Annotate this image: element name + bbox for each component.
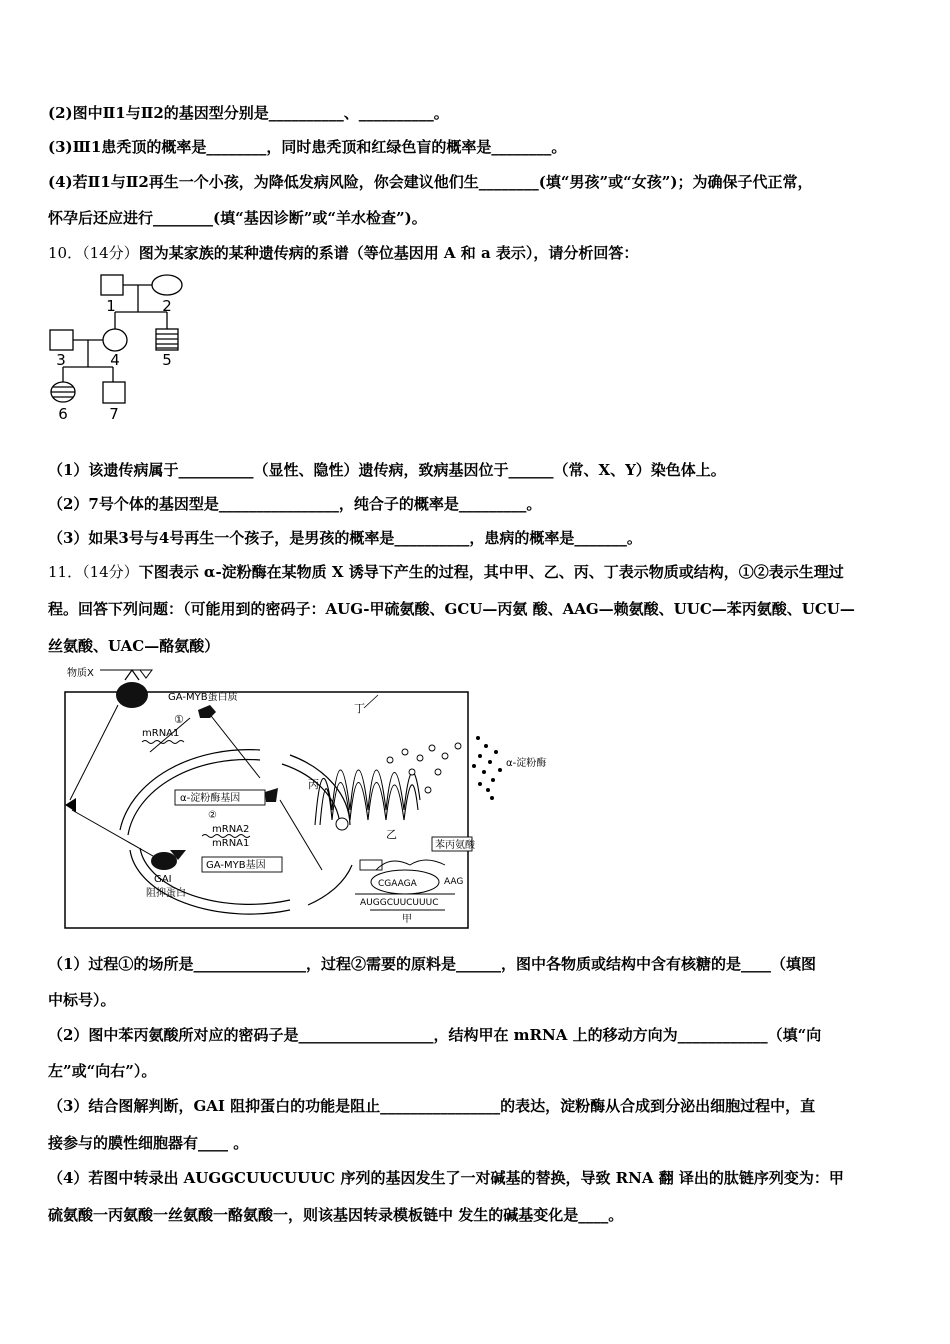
label-6: 6 bbox=[58, 405, 68, 423]
label-bing: 丙 bbox=[308, 778, 319, 791]
q11-stem-text1: 下图表示 α-淀粉酶在某物质 X 诱导下产生的过程，其中甲、乙、丙、丁表示物质或结构，①②表示生理过 bbox=[138, 563, 844, 581]
q9-part4-line2: 怀孕后还应进行________(填“基因诊断”或“羊水检查”)。 bbox=[48, 209, 427, 227]
label-ga-myb-protein: GA-MYB蛋白质 bbox=[168, 692, 238, 703]
q11-sub3-line2: 接参与的膜性细胞器有____ 。 bbox=[48, 1134, 249, 1152]
label-jia: 甲 bbox=[402, 914, 412, 925]
label-1: 1 bbox=[106, 297, 116, 315]
receptor-shape bbox=[116, 682, 148, 708]
er-golgi-folds bbox=[315, 770, 420, 825]
label-3: 3 bbox=[56, 351, 66, 369]
bound-ga-myb-shape bbox=[265, 788, 278, 802]
individual-2-female bbox=[152, 275, 182, 295]
individual-7-male bbox=[103, 382, 125, 403]
label-5: 5 bbox=[162, 351, 172, 369]
q11-number: 11． bbox=[48, 563, 83, 581]
pedigree-chart bbox=[40, 270, 240, 430]
alpha-amylase-figure bbox=[60, 660, 580, 940]
q10-sub1: （1）该遗传病属于__________（显性、隐性）遗传病，致病基因位于______（常、X、Y）染色体上。 bbox=[48, 461, 726, 479]
q11-sub2-line2: 左”或“向右”）。 bbox=[48, 1062, 157, 1080]
q11-sub3-line1: （3）结合图解判断，GAI 阻抑蛋白的功能是阻止________________的表达，淀粉酶从合成到分泌出细胞过程中，直 bbox=[48, 1097, 816, 1115]
individual-1-male bbox=[101, 275, 123, 295]
label-alpha-amylase: α-淀粉酶 bbox=[506, 758, 547, 769]
label-repressor: 阻抑蛋白 bbox=[146, 888, 186, 899]
q11-stem-line3: 丝氨酸、UAC—酪氨酸） bbox=[48, 637, 220, 655]
individual-6-affected-female bbox=[51, 382, 75, 402]
label-2: 2 bbox=[162, 297, 172, 315]
label-anticodon: CGAAGA bbox=[378, 879, 417, 889]
q11-sub4-line2: 硫氨酸一丙氨酸一丝氨酸一酪氨酸一，则该基因转录模板链中 发生的碱基变化是____。 bbox=[48, 1206, 624, 1224]
q11-sub1-line1: （1）过程①的场所是_______________，过程②需要的原料是______，图中各物质或结构中含有核糖的是____（填图 bbox=[48, 955, 816, 973]
label-yi: 乙 bbox=[386, 828, 397, 841]
vesicles bbox=[387, 743, 461, 793]
q9-part3: (3)Ⅲ1患秃顶的概率是________，同时患秃顶和红绿色盲的概率是________。 bbox=[48, 138, 567, 156]
individual-5-affected-male bbox=[156, 329, 178, 350]
q10-sub3: （3）如果3号与4号再生一个孩子，是男孩的概率是__________，患病的概率是_______。 bbox=[48, 529, 642, 547]
label-phenylalanine: 苯丙氨酸 bbox=[435, 840, 475, 851]
q10-score: （14分） bbox=[82, 244, 139, 262]
gai-repressor-shape bbox=[151, 852, 177, 870]
label-mrna1-mid: mRNA1 bbox=[212, 838, 250, 849]
ga-myb-protein-shape bbox=[198, 705, 216, 718]
q9-part4-line1: (4)若Ⅱ1与Ⅱ2再生一个小孩，为降低发病风险，你会建议他们生________(填“男孩”或“女孩”)；为确保子代正常， bbox=[48, 173, 813, 191]
label-substance-x: 物质X bbox=[67, 668, 94, 679]
q11-stem-line1 bbox=[48, 562, 844, 582]
label-mrna1-top: mRNA1 bbox=[142, 728, 180, 739]
label-7: 7 bbox=[109, 405, 119, 423]
q11-sub2-line1: （2）图中苯丙氨酸所对应的密码子是__________________，结构甲在 mRNA 上的移动方向为____________（填“向 bbox=[48, 1026, 822, 1044]
label-mrna2: mRNA2 bbox=[212, 824, 250, 835]
q9-part2: (2)图中Ⅱ1与Ⅱ2的基因型分别是__________、__________。 bbox=[48, 104, 449, 122]
label-alpha-amylase-gene: α-淀粉酶基因 bbox=[180, 793, 241, 804]
q10-number: 10． bbox=[48, 244, 83, 262]
label-4: 4 bbox=[110, 351, 120, 369]
label-gai: GAI bbox=[154, 874, 172, 885]
q10-stem bbox=[48, 243, 638, 263]
q11-score: （14分） bbox=[82, 563, 139, 581]
q11-sub1-line2: 中标号）。 bbox=[48, 991, 116, 1009]
individual-4-female bbox=[103, 329, 127, 351]
substance-x-triangle bbox=[140, 670, 152, 678]
label-process-1: ① bbox=[174, 713, 184, 726]
label-ga-myb-gene: GA-MYB基因 bbox=[206, 860, 266, 871]
label-ding: 丁 bbox=[354, 702, 365, 715]
q10-sub2: （2）7号个体的基因型是________________，纯合子的概率是_________。 bbox=[48, 495, 542, 513]
individual-3-male bbox=[50, 330, 73, 350]
label-process-2: ② bbox=[208, 810, 217, 821]
amylase-dots bbox=[472, 736, 502, 800]
label-aag: AAG bbox=[444, 877, 464, 887]
label-mrna-sequence: AUGGCUUCUUUC bbox=[360, 898, 439, 908]
q11-sub4-line1: （4）若图中转录出 AUGGCUUCUUUC 序列的基因发生了一对碱基的替换，导致 RNA 翻 译出的肽链序列变为：甲 bbox=[48, 1169, 844, 1187]
q11-stem-line2: 程。回答下列问题：（可能用到的密码子：AUG-甲硫氨酸、GCU—丙氨 酸、AAG—赖氨酸、UUC—苯丙氨酸、UCU— bbox=[48, 600, 855, 618]
q10-question: 图为某家族的某种遗传病的系谱（等位基因用 A 和 a 表示），请分析回答： bbox=[138, 244, 639, 262]
